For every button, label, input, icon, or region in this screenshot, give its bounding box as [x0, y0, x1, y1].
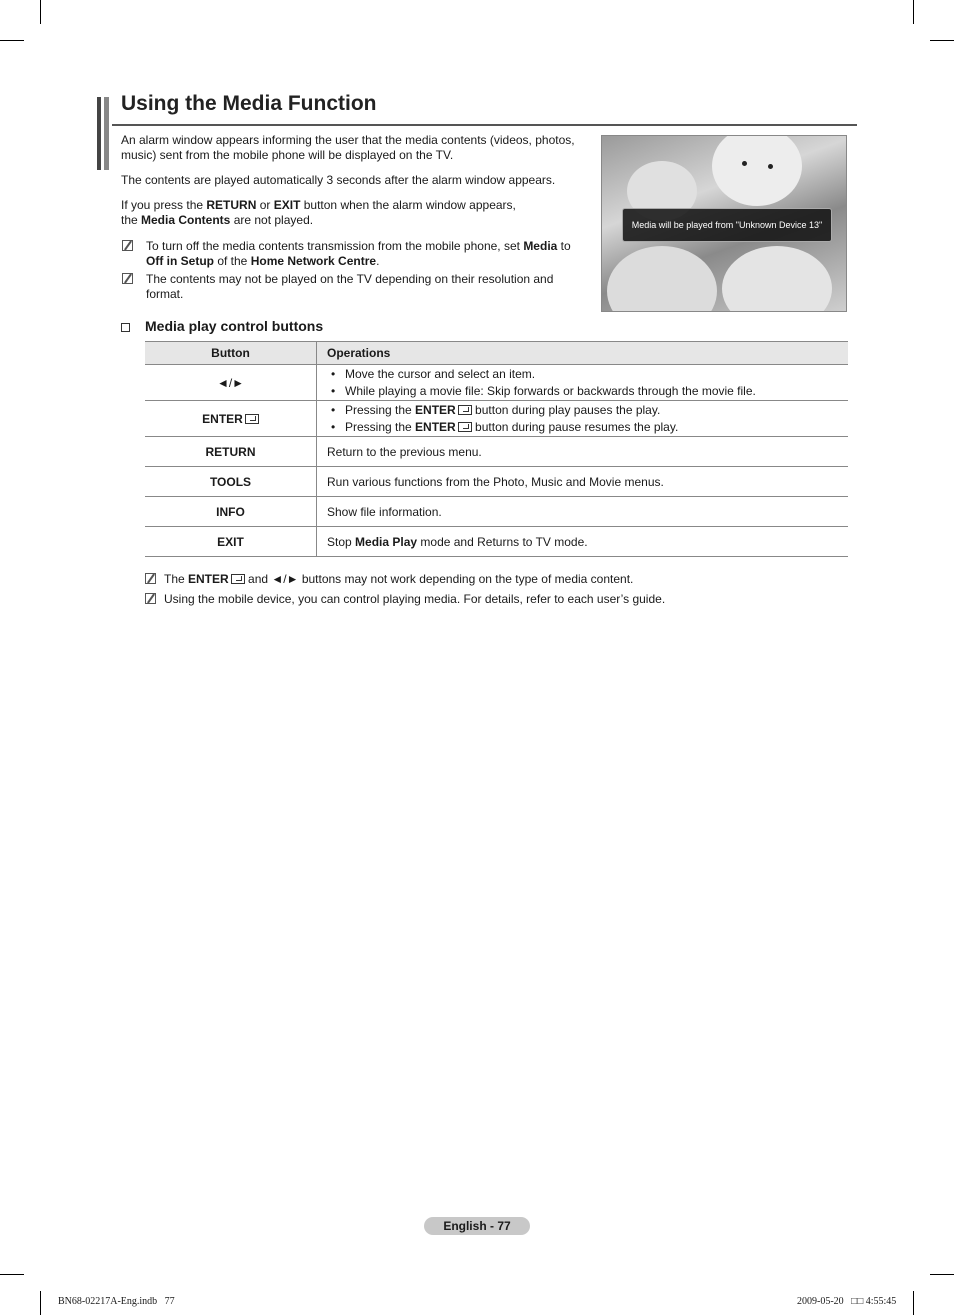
note-turn-off: To turn off the media contents transmission from the mobile phone, set Media to Off in Setup of the Home Network Centre. — [122, 239, 592, 269]
table-header-row — [145, 342, 848, 365]
operations-cell: Show file information. — [317, 497, 849, 527]
operations-cell: Stop Media Play mode and Returns to TV mode. — [317, 527, 849, 557]
operations-cell: Return to the previous menu. — [317, 437, 849, 467]
crop-mark — [40, 0, 41, 24]
note-enter-arrows: The ENTER and ◄/► buttons may not work depending on the type of media content. — [145, 572, 845, 588]
intro-paragraph: An alarm window appears informing the user that the media contents (videos, photos, music) sent from the mobile phone will be displayed on the TV. — [121, 133, 575, 162]
tv-screen-photo — [601, 135, 847, 312]
button-cell: INFO — [145, 497, 317, 527]
enter-icon — [458, 405, 472, 415]
note-mobile-device: Using the mobile device, you can control playing media. For details, refer to each user’s guide. — [145, 592, 845, 608]
button-cell: ENTER — [145, 401, 317, 437]
crop-mark — [913, 0, 914, 24]
table-row — [145, 401, 848, 437]
file-slug: BN68-02217A-Eng.indb 77 — [58, 1296, 175, 1307]
crop-mark — [0, 1274, 24, 1275]
operations-cell: Run various functions from the Photo, Music and Movie menus. — [317, 467, 849, 497]
table-row — [145, 527, 848, 557]
crop-mark — [40, 1291, 41, 1315]
note-icon — [122, 273, 133, 284]
crop-mark — [930, 40, 954, 41]
table-row — [145, 365, 848, 401]
checkbox-bullet-icon — [121, 323, 130, 332]
title-rule — [112, 124, 857, 126]
enter-icon — [231, 574, 245, 584]
note-resolution: The contents may not be played on the TV depending on their resolution and format. — [122, 272, 592, 302]
bear-eye — [742, 161, 747, 166]
button-cell: EXIT — [145, 527, 317, 557]
crop-mark — [913, 1291, 914, 1315]
button-cell: ◄/► — [145, 365, 317, 401]
header-operations: Operations — [317, 342, 849, 365]
crop-mark — [930, 1274, 954, 1275]
page-title: Using the Media Function — [121, 92, 377, 115]
bear-eye — [768, 164, 773, 169]
header-button: Button — [145, 342, 317, 365]
enter-icon — [458, 422, 472, 432]
note-icon — [145, 573, 156, 584]
button-cell: TOOLS — [145, 467, 317, 497]
header-bar — [97, 97, 101, 170]
control-buttons-table — [145, 341, 848, 557]
date-slug: 2009-05-20 □□ 4:55:45 — [797, 1296, 897, 1307]
page-number-badge: English - 77 — [424, 1217, 530, 1235]
table-row — [145, 467, 848, 497]
note-icon — [145, 593, 156, 604]
crop-mark — [0, 40, 24, 41]
auto-play-paragraph: The contents are played automatically 3 seconds after the alarm window appears. — [121, 173, 556, 187]
operations-cell: • Pressing the ENTER button during play pauses the play. • Pressing the ENTER button during pause resumes the play. — [317, 401, 849, 437]
bear-shape — [722, 246, 832, 312]
bear-shape — [712, 135, 802, 206]
table-row — [145, 437, 848, 467]
table-row — [145, 497, 848, 527]
note-icon — [122, 240, 133, 251]
enter-icon — [245, 414, 259, 424]
header-bar — [104, 97, 109, 170]
bear-shape — [607, 246, 717, 312]
operations-cell: • Move the cursor and select an item. • While playing a movie file: Skip forwards or backwards through the movie file. — [317, 365, 849, 401]
button-cell: RETURN — [145, 437, 317, 467]
alarm-window: Media will be played from "Unknown Device 13" — [622, 208, 832, 242]
return-paragraph: If you press the RETURN or EXIT button when the alarm window appears, the Media Contents are not played. — [121, 198, 516, 227]
